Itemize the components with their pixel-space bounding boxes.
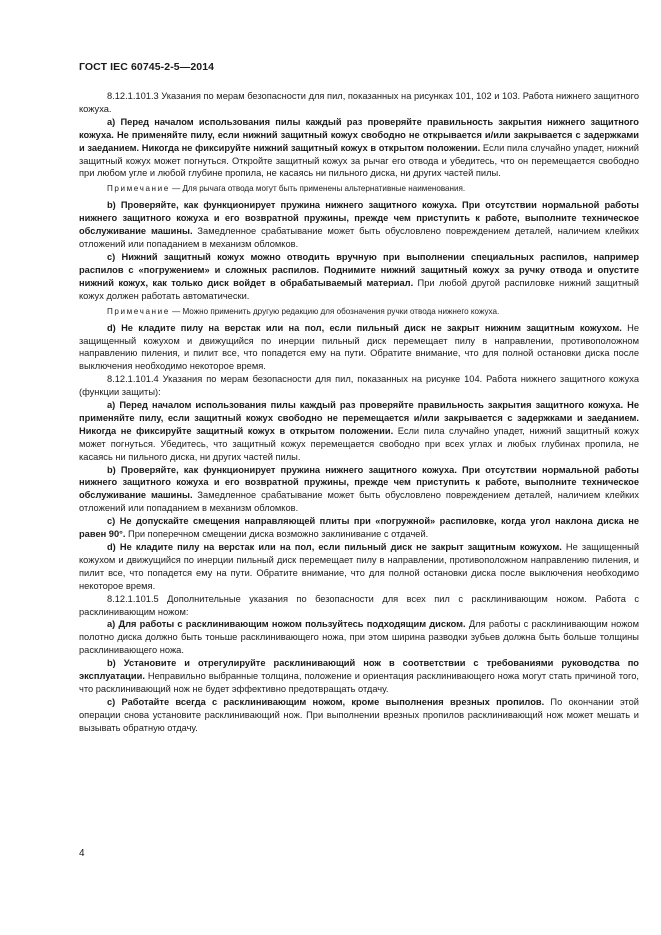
page-number: 4	[79, 848, 85, 859]
item-a-lower-guard: a) Перед началом использования пилы каждый раз проверяйте правильность закрытия нижнего защитного кожуха. Не применяйте пилу, если нижний защитный кожух свободно не открывается и/или закрывается с задержками и заеданием. Никогда не фиксируйте нижний защитный кожух в открытом положении. Если пила случайно упадет, нижний защитный кожух может погнуться. Откройте защитный кожух за рычаг его отвода и убедитесь, что он перемещается свободно при любом угле и любой глубине пропила, не касаясь ни пильного диска, ни других частей пилы.	[79, 116, 639, 179]
item-a-riving-knife-disc: a) Для работы с расклинивающим ножом пользуйтесь подходящим диском. Для работы с расклинивающим ножом полотно диска должно быть тоньше расклинивающего ножа, при этом ширина разводки зубьев должна быть больше толщины расклинивающего ножа.	[79, 619, 639, 656]
item-d-bench: d) Не кладите пилу на верстак или на пол, если пильный диск не закрыт нижним защитным кожухом. Не защищенный кожухом и движущийся по инерции пильный диск перемещает пилу в направлении, противоположном направлению пиления, и пилит все, что попадется ему на пути. Обратите внимание, что для полной остановки диска после выключения необходимо некоторое время.	[79, 322, 640, 372]
paragraph-8-12-1-101-4: 8.12.1.101.4 Указания по мерам безопасности для пил, показанных на рисунке 104. Работа нижнего защитного кожуха (функции защиты):	[79, 374, 639, 398]
item-d-bench-2: d) Не кладите пилу на верстак или на пол, если пильный диск не закрыт защитным кожухом. Не защищенный кожухом и движущийся по инерции пильный диск перемещает пилу в направлении, противоположном направлению пиления, и пилит все, что попадется ему на пути. Обратите внимание, что для полной остановки диска после выключения необходимо некоторое время.	[79, 542, 640, 591]
note-lever: Примечание — Для рычага отвода могут быть применены альтернативные наименования.	[107, 184, 466, 194]
item-b-riving-knife-adjust: b) Установите и отрегулируйте расклинивающий нож в соответствии с требованиями руководства по эксплуатации. Неправильно выбранные толщина, положение и ориентация расклинивающего ножа могут стать причиной того, что расклинивающий нож не будет эффективно предотвращать отдачу.	[79, 658, 639, 694]
item-c-manual-retract: c) Нижний защитный кожух можно отводить вручную при выполнении специальных распилов, например распилов с «погружением» и сложных распилов. Поднимите нижний защитный кожух за ручку отвода и опустите нижний кожух, как только диск войдет в обрабатываемый материал. При любой другой распиловке нижний защитный кожух должен работать автоматически.	[79, 251, 639, 301]
item-b-spring: b) Проверяйте, как функционирует пружина нижнего защитного кожуха. При отсутствии нормальной работы нижнего защитного кожуха и его возвратной пружины, прежде чем приступить к работе, выполните техническое обслуживание машины. Замедленное срабатывание может быть обусловлено повреждением деталей, наличием клейких отложений или попаданием в механизм обломков.	[79, 200, 640, 250]
document-header: ГОСТ IEC 60745-2-5—2014	[79, 61, 215, 73]
paragraph-8-12-1-101-3: 8.12.1.101.3 Указания по мерам безопасности для пил, показанных на рисунках 101, 102 и 103. Работа нижнего защитного кожуха.	[79, 91, 639, 114]
item-b-spring-2: b) Проверяйте, как функционирует пружина нижнего защитного кожуха. При отсутствии нормальной работы нижнего защитного кожуха и его возвратной пружины, прежде чем приступить к работе, выполните техническое обслуживание машины. Замедленное срабатывание может быть обусловлено повреждением деталей, наличием клейких отложений или попаданием в механизм обломков.	[79, 464, 640, 514]
paragraph-8-12-1-101-5: 8.12.1.101.5 Дополнительные указания по безопасности для всех пил с расклинивающим ножом. Работа с расклинивающим ножом:	[79, 593, 639, 617]
item-a-guard-closing: a) Перед началом использования пилы каждый раз проверяйте правильность закрытия защитного кожуха. Не применяйте пилу, если защитный кожух свободно не перемещается и/или закрывается с задержками и заеданием. Никогда не фиксируйте защитный кожух в открытом положении. Если пила случайно упадет, нижний защитный кожух может погнуться. Убедитесь, что защитный кожух перемещается свободно при всех углах и любых глубинах пропила, не касаясь ни пильного диска, ни других частей пилы.	[79, 400, 639, 462]
item-c-base-plate: c) Не допускайте смещения направляющей плиты при «погружной» распиловке, когда угол наклона диска не равен 90°. При поперечном смещении диска возможно заклинивание с отдачей.	[79, 516, 639, 540]
note-handle: Примечание — Можно применить другую редакцию для обозначения ручки отвода нижнего кожуха.	[107, 306, 500, 316]
item-c-riving-knife-always: c) Работайте всегда с расклинивающим ножом, кроме выполнения врезных пропилов. По окончании этой операции снова установите расклинивающий нож. При выполнении врезных пропилов расклинивающий нож может мешать и вызывать обратную отдачу.	[79, 696, 640, 733]
document-body	[79, 90, 639, 735]
